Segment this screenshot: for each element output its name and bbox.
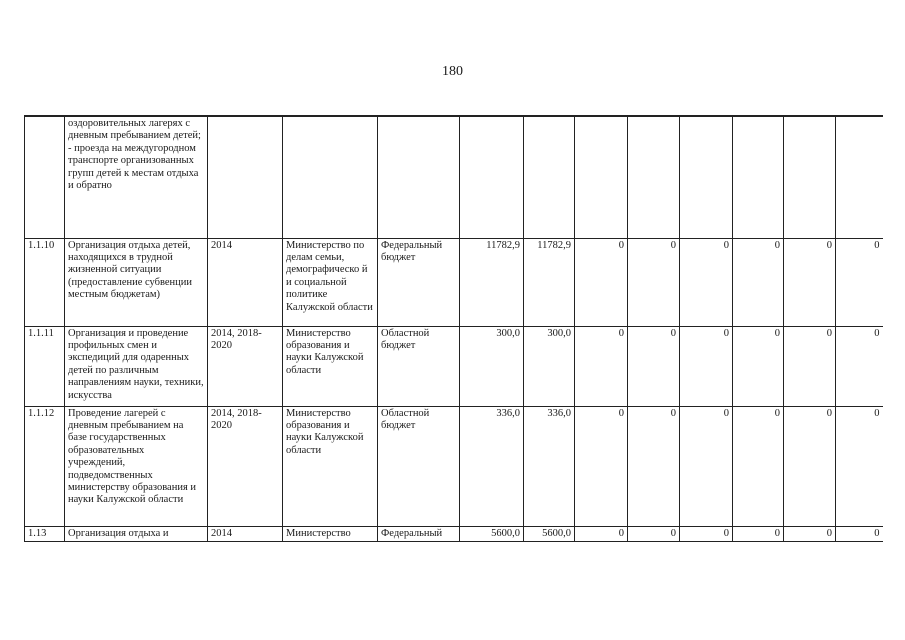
row-executor: Министерство образования и науки Калужской области (283, 326, 378, 406)
row-2018 (733, 116, 784, 238)
row-2016: 0 (628, 406, 680, 526)
row-2019: 0 (784, 238, 836, 326)
table-row (25, 526, 883, 541)
row-years: 2014, 2018-2020 (208, 406, 283, 526)
row-2020 (836, 116, 883, 238)
row-total: 300,0 (460, 326, 524, 406)
row-2020: 0 (836, 326, 883, 406)
row-2017: 0 (680, 238, 733, 326)
table-row (25, 406, 883, 526)
row-code: 1.1.10 (25, 238, 65, 326)
row-name: Организация отдыха и (65, 526, 208, 541)
row-2017: 0 (680, 406, 733, 526)
row-code: 1.13 (25, 526, 65, 541)
row-name: оздоровительных лагерях с дневным пребыванием детей; - проезда на междугородном транспорте организованных групп детей к местам отдыха и обратно (65, 116, 208, 238)
row-code: 1.1.11 (25, 326, 65, 406)
row-source: Федеральный бюджет (378, 238, 460, 326)
row-2014: 11782,9 (524, 238, 575, 326)
row-2020: 0 (836, 526, 883, 541)
row-source: Областной бюджет (378, 326, 460, 406)
row-2019: 0 (784, 526, 836, 541)
row-2014: 336,0 (524, 406, 575, 526)
table-row (25, 116, 883, 238)
row-2019 (784, 116, 836, 238)
row-2014: 5600,0 (524, 526, 575, 541)
row-source: Федеральный (378, 526, 460, 541)
row-years: 2014, 2018-2020 (208, 326, 283, 406)
row-2014 (524, 116, 575, 238)
row-executor: Министерство по делам семьи, демографическо й и социальной политике Калужской области (283, 238, 378, 326)
row-code: 1.1.12 (25, 406, 65, 526)
budget-table (24, 115, 883, 542)
row-2016: 0 (628, 526, 680, 541)
row-2020: 0 (836, 238, 883, 326)
row-2016: 0 (628, 326, 680, 406)
row-total: 336,0 (460, 406, 524, 526)
row-years: 2014 (208, 238, 283, 326)
row-total: 11782,9 (460, 238, 524, 326)
row-2019: 0 (784, 326, 836, 406)
row-2015: 0 (575, 238, 628, 326)
table-row (25, 326, 883, 406)
row-years (208, 116, 283, 238)
row-2015: 0 (575, 326, 628, 406)
row-years: 2014 (208, 526, 283, 541)
row-2018: 0 (733, 526, 784, 541)
row-2018: 0 (733, 406, 784, 526)
row-2016: 0 (628, 238, 680, 326)
row-source (378, 116, 460, 238)
row-2014: 300,0 (524, 326, 575, 406)
table-row (25, 238, 883, 326)
row-2015 (575, 116, 628, 238)
row-2018: 0 (733, 238, 784, 326)
row-total (460, 116, 524, 238)
row-name: Организация отдыха детей, находящихся в трудной жизненной ситуации (предоставление субвенции местным бюджетам) (65, 238, 208, 326)
row-2020: 0 (836, 406, 883, 526)
row-executor: Министерство (283, 526, 378, 541)
row-code (25, 116, 65, 238)
page-number: 180 (442, 64, 463, 79)
row-2015: 0 (575, 526, 628, 541)
row-2017 (680, 116, 733, 238)
row-total: 5600,0 (460, 526, 524, 541)
row-executor (283, 116, 378, 238)
row-2019: 0 (784, 406, 836, 526)
row-name: Организация и проведение профильных смен и экспедиций для одаренных детей по различным направлениям науки, техники, искусства (65, 326, 208, 406)
row-executor: Министерство образования и науки Калужской области (283, 406, 378, 526)
row-name: Проведение лагерей с дневным пребыванием на базе государственных образовательных учреждений, подведомственных министерству образования и науки Калужской области (65, 406, 208, 526)
row-2015: 0 (575, 406, 628, 526)
row-2017: 0 (680, 326, 733, 406)
row-2017: 0 (680, 526, 733, 541)
row-source: Областной бюджет (378, 406, 460, 526)
row-2018: 0 (733, 326, 784, 406)
row-2016 (628, 116, 680, 238)
